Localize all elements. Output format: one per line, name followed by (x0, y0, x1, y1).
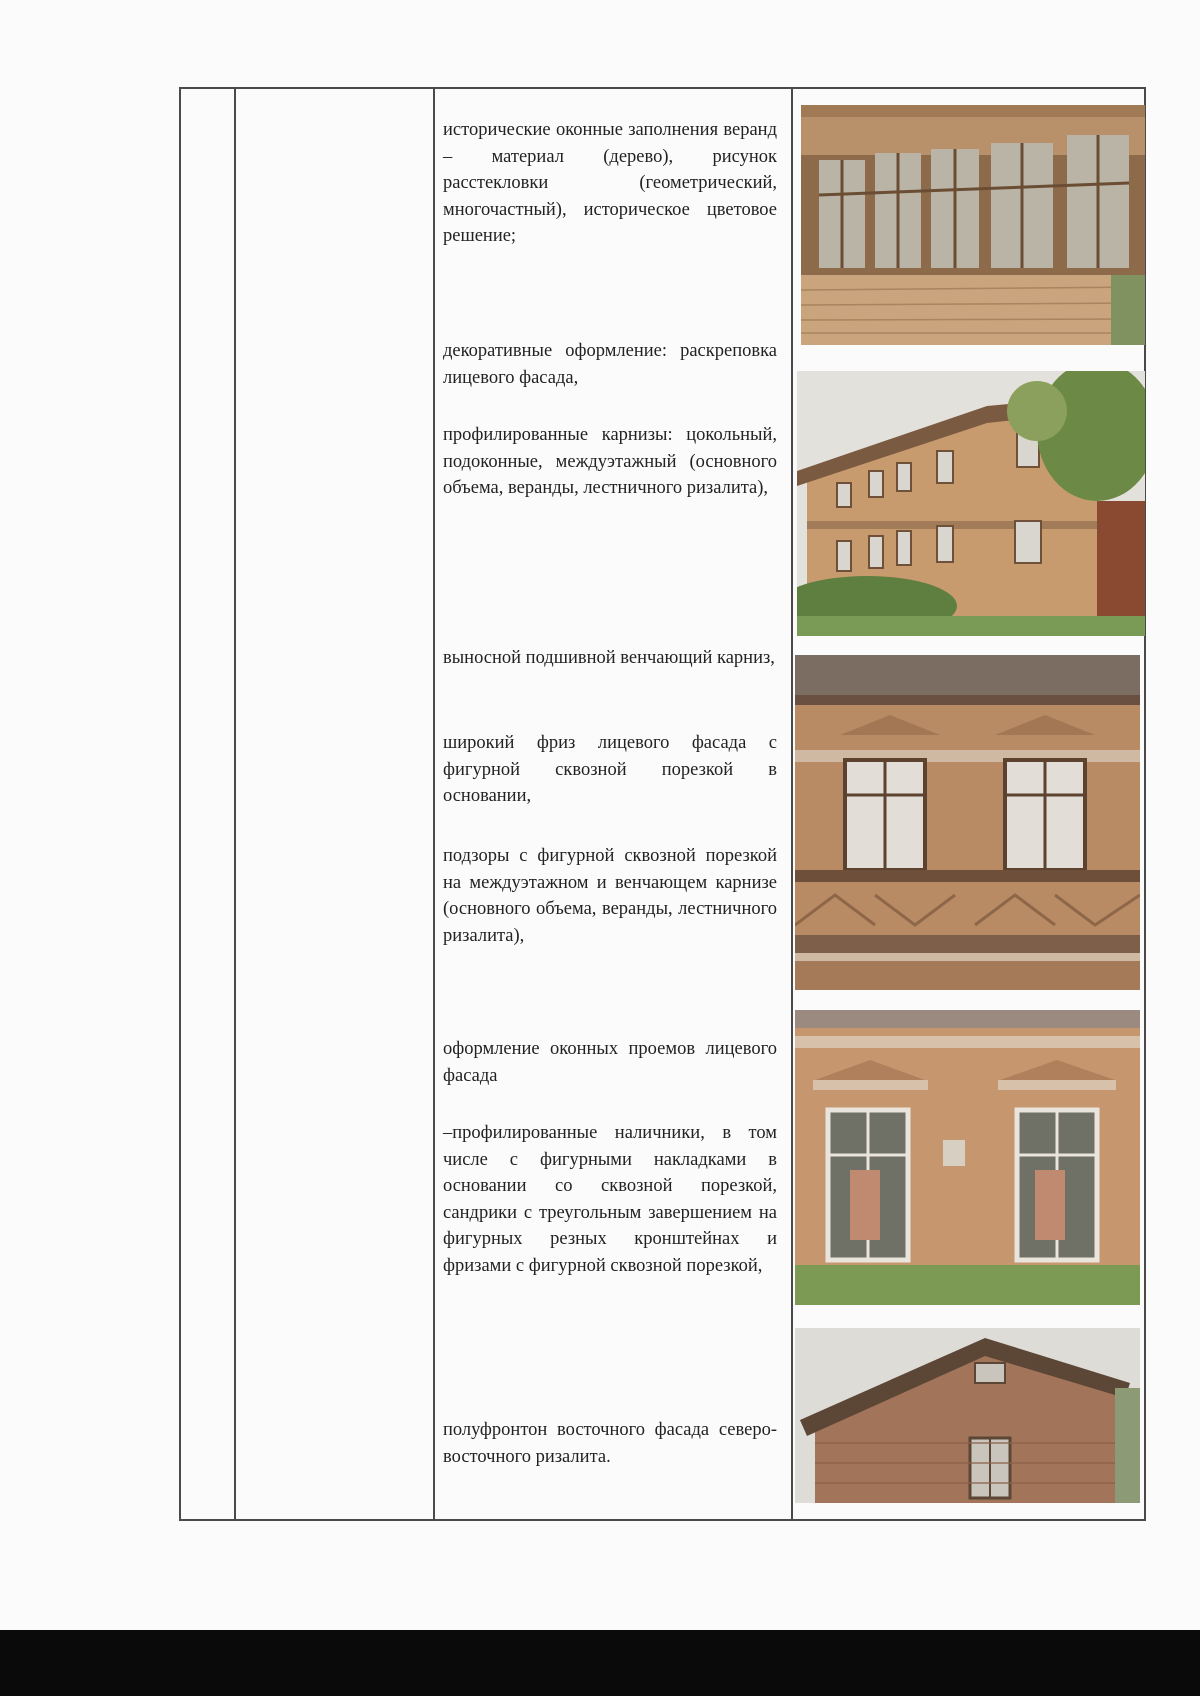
text-block-cornices: профилированные карнизы: цокольный, подоконные, междуэтажный (основного объема, веранды, лестничного ризалита), (443, 425, 777, 498)
text-block-valances: подзоры с фигурной сквозной порезкой на междуэтажном и венчающем карнизе (основного объема, веранды, лестничного ризалита), (443, 846, 777, 946)
text-block-crowning-cornice: выносной подшивной венчающий карниз, (443, 648, 775, 668)
table-left-border (179, 87, 181, 1521)
photo-main-facade (797, 371, 1145, 636)
column-divider-1 (234, 87, 236, 1521)
column-divider-3 (791, 87, 793, 1521)
text-block-verandah-windows: исторические оконные заполнения веранд – материал (дерево), рисунок расстекловки (геометрический, многочастный), историческое цветовое решение; (443, 120, 777, 246)
photo-frieze-valances (795, 655, 1140, 990)
table-top-border (179, 87, 1146, 89)
scan-bottom-edge (0, 1630, 1200, 1696)
photo-half-pediment (795, 1328, 1140, 1503)
text-block-half-pediment: полуфронтон восточного фасада северо-восточного ризалита. (443, 1420, 777, 1467)
table-bottom-border (179, 1519, 1146, 1521)
photo-window-surrounds (795, 1010, 1140, 1305)
text-block-decor: декоративные оформление: раскреповка лицевого фасада, (443, 341, 777, 388)
column-divider-2 (433, 87, 435, 1521)
text-block-frieze: широкий фриз лицевого фасада с фигурной сквозной порезкой в основании, (443, 733, 777, 806)
text-block-platbands: –профилированные наличники, в том числе с фигурными накладками в основании со сквозной порезкой, сандрики с треугольным завершением на фигурных резных кронштейнах и фризами с фигурной сквозной порезкой, (443, 1123, 777, 1276)
photo-verandah-windows (801, 105, 1145, 345)
text-block-window-openings: оформление оконных проемов лицевого фасада (443, 1039, 777, 1086)
